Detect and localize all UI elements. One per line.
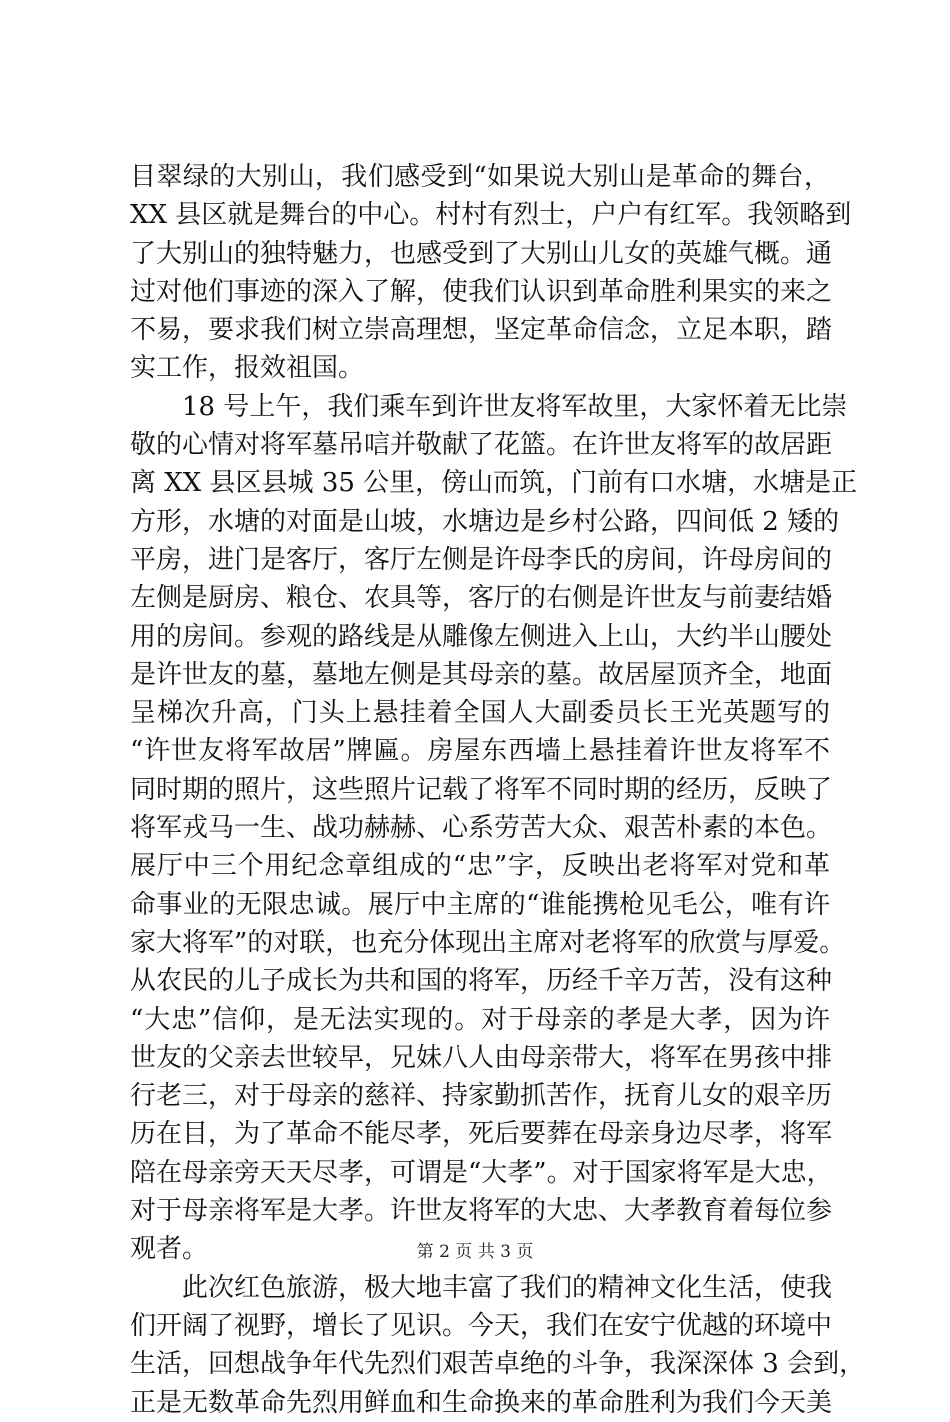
- text-line: 历在目，为了革命不能尽孝，死后要葬在母亲身边尽孝，将军: [130, 1119, 833, 1150]
- text-line: 行老三，对于母亲的慈祥、持家勤抓苦作，抚育儿女的艰辛历: [130, 1081, 833, 1112]
- text-line: 敬的心情对将军墓吊唁并敬献了花篮。在许世友将军的故居距: [130, 430, 833, 461]
- text-line: 家大将军”的对联，也充分体现出主席对老将军的欣赏与厚爱。: [130, 927, 846, 958]
- text-line: 左侧是厨房、粮仓、农具等，客厅的右侧是许世友与前妻结婚: [130, 583, 833, 614]
- text-line: XX 县区就是舞台的中心。村村有烈士，户户有红军。我领略到: [130, 200, 852, 231]
- text-line: 用的房间。参观的路线是从雕像左侧进入上山，大约半山腰处: [130, 621, 833, 652]
- paragraph-start-line: 此次红色旅游，极大地丰富了我们的精神文化生活，使我: [182, 1272, 833, 1303]
- text-line: 正是无数革命先烈用鲜血和生命换来的革命胜利为我们今天美: [130, 1387, 833, 1418]
- text-line: 了大别山的独特魅力，也感受到了大别山儿女的英雄气概。通: [130, 238, 833, 269]
- text-line: 生活，回想战争年代先烈们艰苦卓绝的斗争，我深深体 3 会到，: [130, 1349, 866, 1380]
- text-line: 从农民的儿子成长为共和国的将军，历经千辛万苦，没有这种: [130, 966, 833, 997]
- page-number-footer: 第 2 页 共 3 页: [416, 1242, 534, 1262]
- text-line: 是许世友的墓，墓地左侧是其母亲的墓。故居屋顶齐全，地面: [130, 659, 833, 690]
- text-line: 目翠绿的大别山，我们感受到“如果说大别山是革命的舞台，: [130, 162, 830, 192]
- text-line: “许世友将军故居”牌匾。房屋东西墙上悬挂着许世友将军不: [130, 736, 830, 767]
- paragraph-start-line: 18 号上午，我们乘车到许世友将军故里，大家怀着无比崇: [182, 391, 848, 422]
- text-line: 世友的父亲去世较早，兄妹八人由母亲带大，将军在男孩中排: [130, 1042, 833, 1073]
- text-line: 展厅中三个用纪念章组成的“忠”字，反映出老将军对党和革: [130, 851, 830, 882]
- text-line: 过对他们事迹的深入了解，使我们认识到革命胜利果实的来之: [130, 276, 833, 307]
- text-line: 平房，进门是客厅，客厅左侧是许母李氏的房间，许母房间的: [130, 544, 833, 575]
- text-line: 离 XX 县区县城 35 公里，傍山而筑，门前有口水塘，水塘是正: [130, 468, 858, 499]
- text-line: 将军戎马一生、战功赫赫、心系劳苦大众、艰苦朴素的本色。: [130, 813, 833, 844]
- body-text: [130, 158, 866, 1422]
- text-line: 方形，水塘的对面是山坡，水塘边是乡村公路，四间低 2 矮的: [130, 506, 840, 537]
- text-line: 呈梯次升高，门头上悬挂着全国人大副委员长王光英题写的: [130, 698, 830, 729]
- text-line: 同时期的照片，这些照片记载了将军不同时期的经历，反映了: [130, 774, 833, 805]
- text-line: “大忠”信仰，是无法实现的。对于母亲的孝是大孝，因为许: [130, 1004, 830, 1035]
- text-line: 陪在母亲旁天天尽孝，可谓是“大孝”。对于国家将军是大忠，: [130, 1157, 833, 1188]
- text-line: 不易，要求我们树立崇高理想，坚定革命信念，立足本职，踏: [130, 315, 833, 346]
- text-line: 实工作，报效祖国。: [130, 353, 365, 384]
- text-line: 命事业的无限忠诚。展厅中主席的“谁能携枪见毛公，唯有许: [130, 889, 830, 920]
- text-line: 们开阔了视野，增长了见识。今天，我们在安宁优越的环境中: [130, 1310, 833, 1341]
- text-line: 对于母亲将军是大孝。许世友将军的大忠、大孝教育着每位参: [130, 1196, 833, 1227]
- text-line: 观者。: [130, 1234, 209, 1265]
